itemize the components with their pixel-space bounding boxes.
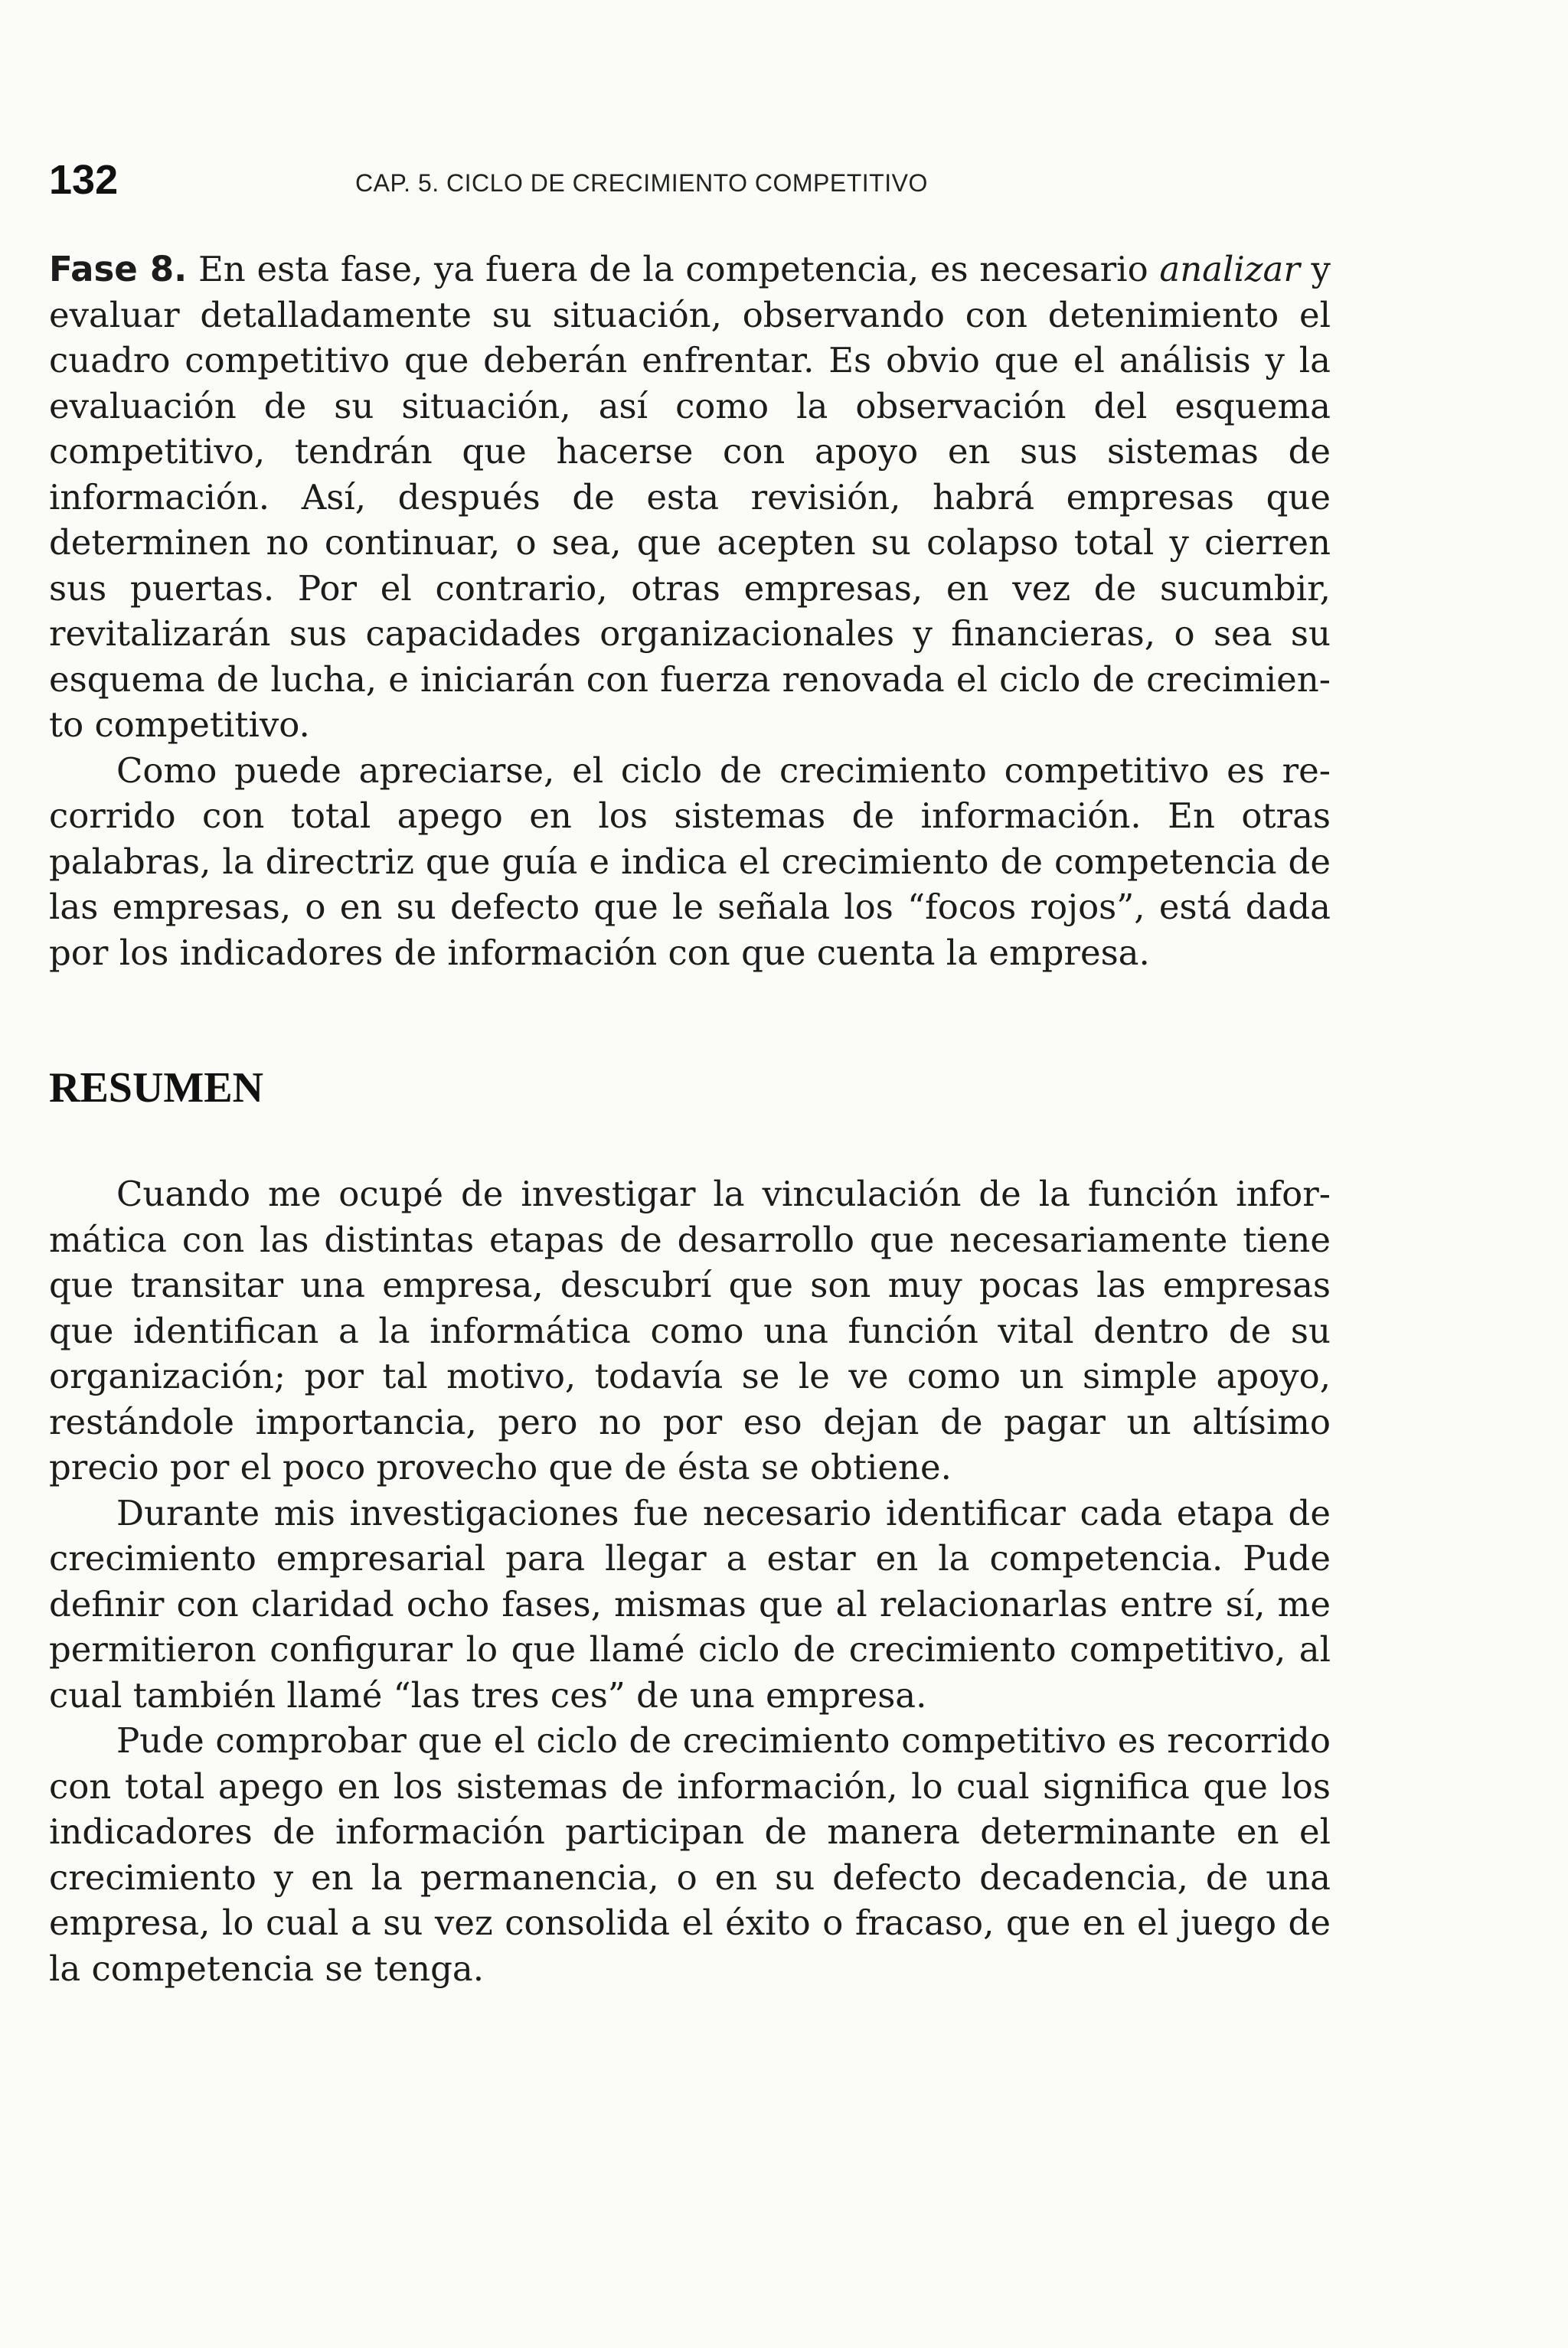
page-number: 132 [49, 157, 119, 203]
phase-8-section [49, 247, 1331, 975]
phase-label: Fase 8. [49, 249, 188, 289]
summary-paragraph-1: Cuando me ocupé de investigar la vinculación de la función informática con las distintas etapas de desarrollo que necesariamente tiene que transitar una empresa, descubrí que son muy pocas las empresas que identifican a la informática como una función vital dentro de su organización; por tal motivo, todavía se le ve como un simple apoyo, restándole importancia, pero no por eso dejan de pagar un altísimo precio por el poco provecho que de ésta se obtiene. [49, 1174, 1331, 1488]
summary-heading: RESUMEN [49, 1064, 264, 1112]
conclusion-paragraph: Como puede apreciarse, el ciclo de crecimiento competitivo es recorrido con total apego en los sistemas de información. En otras palabras, la directriz que guía e indica el crecimiento de competencia de las empresas, o en su defecto que le señala los “focos rojos”, está dada por los indicadores de información con que cuenta la empresa. [49, 749, 1331, 973]
phase-8-paragraph [49, 247, 1331, 748]
summary-paragraph-3: Pude comprobar que el ciclo de crecimiento competitivo es recorrido con total apego en los sistemas de información, lo cual significa que los indicadores de información participan de manera determinante en el crecimiento y en la permanencia, o en su defecto decadencia, de una empresa, lo cual a su vez consolida el éxito o fracaso, que en el juego de la competencia se tenga. [49, 1720, 1331, 1989]
text-run: En esta fase, ya fuera de la competencia, es necesario [187, 249, 1160, 289]
summary-section [49, 1171, 1331, 1991]
page-header [49, 153, 1335, 207]
summary-paragraph-2: Durante mis investigaciones fue necesario identificar cada etapa de crecimiento empresarial para llegar a estar en la competencia. Pude definir con claridad ocho fases, mismas que al relacionarlas entre sí, me permitieron configurar lo que llamé ciclo de crecimiento competitivo, al cual también llamé “las tres ces” de una empresa. [49, 1492, 1331, 1716]
running-head: CAP. 5. CICLO DE CRECIMIENTO COMPETITIVO [355, 169, 928, 197]
text-run: y evaluar detalladamente su situación, observando con detenimiento el cuadro competitivo que deberán enfrentar. Es obvio que el análisis y la evaluación de su situación, así como la observación del esquema competitivo, tendrán que hacerse con apoyo en sus sistemas de información. Así, después de esta revisión, habrá empresas que determinen no continuar, o sea, que acepten su colapso total y cierren sus puertas. Por el contrario, otras empresas, en vez de sucumbir, revitalizarán sus capacidades organizacionales y financieras, o sea su esquema de lucha, e iniciarán con fuerza renovada el ciclo de crecimiento competitivo. [49, 249, 1331, 745]
emphasized-word: analizar [1159, 249, 1300, 289]
